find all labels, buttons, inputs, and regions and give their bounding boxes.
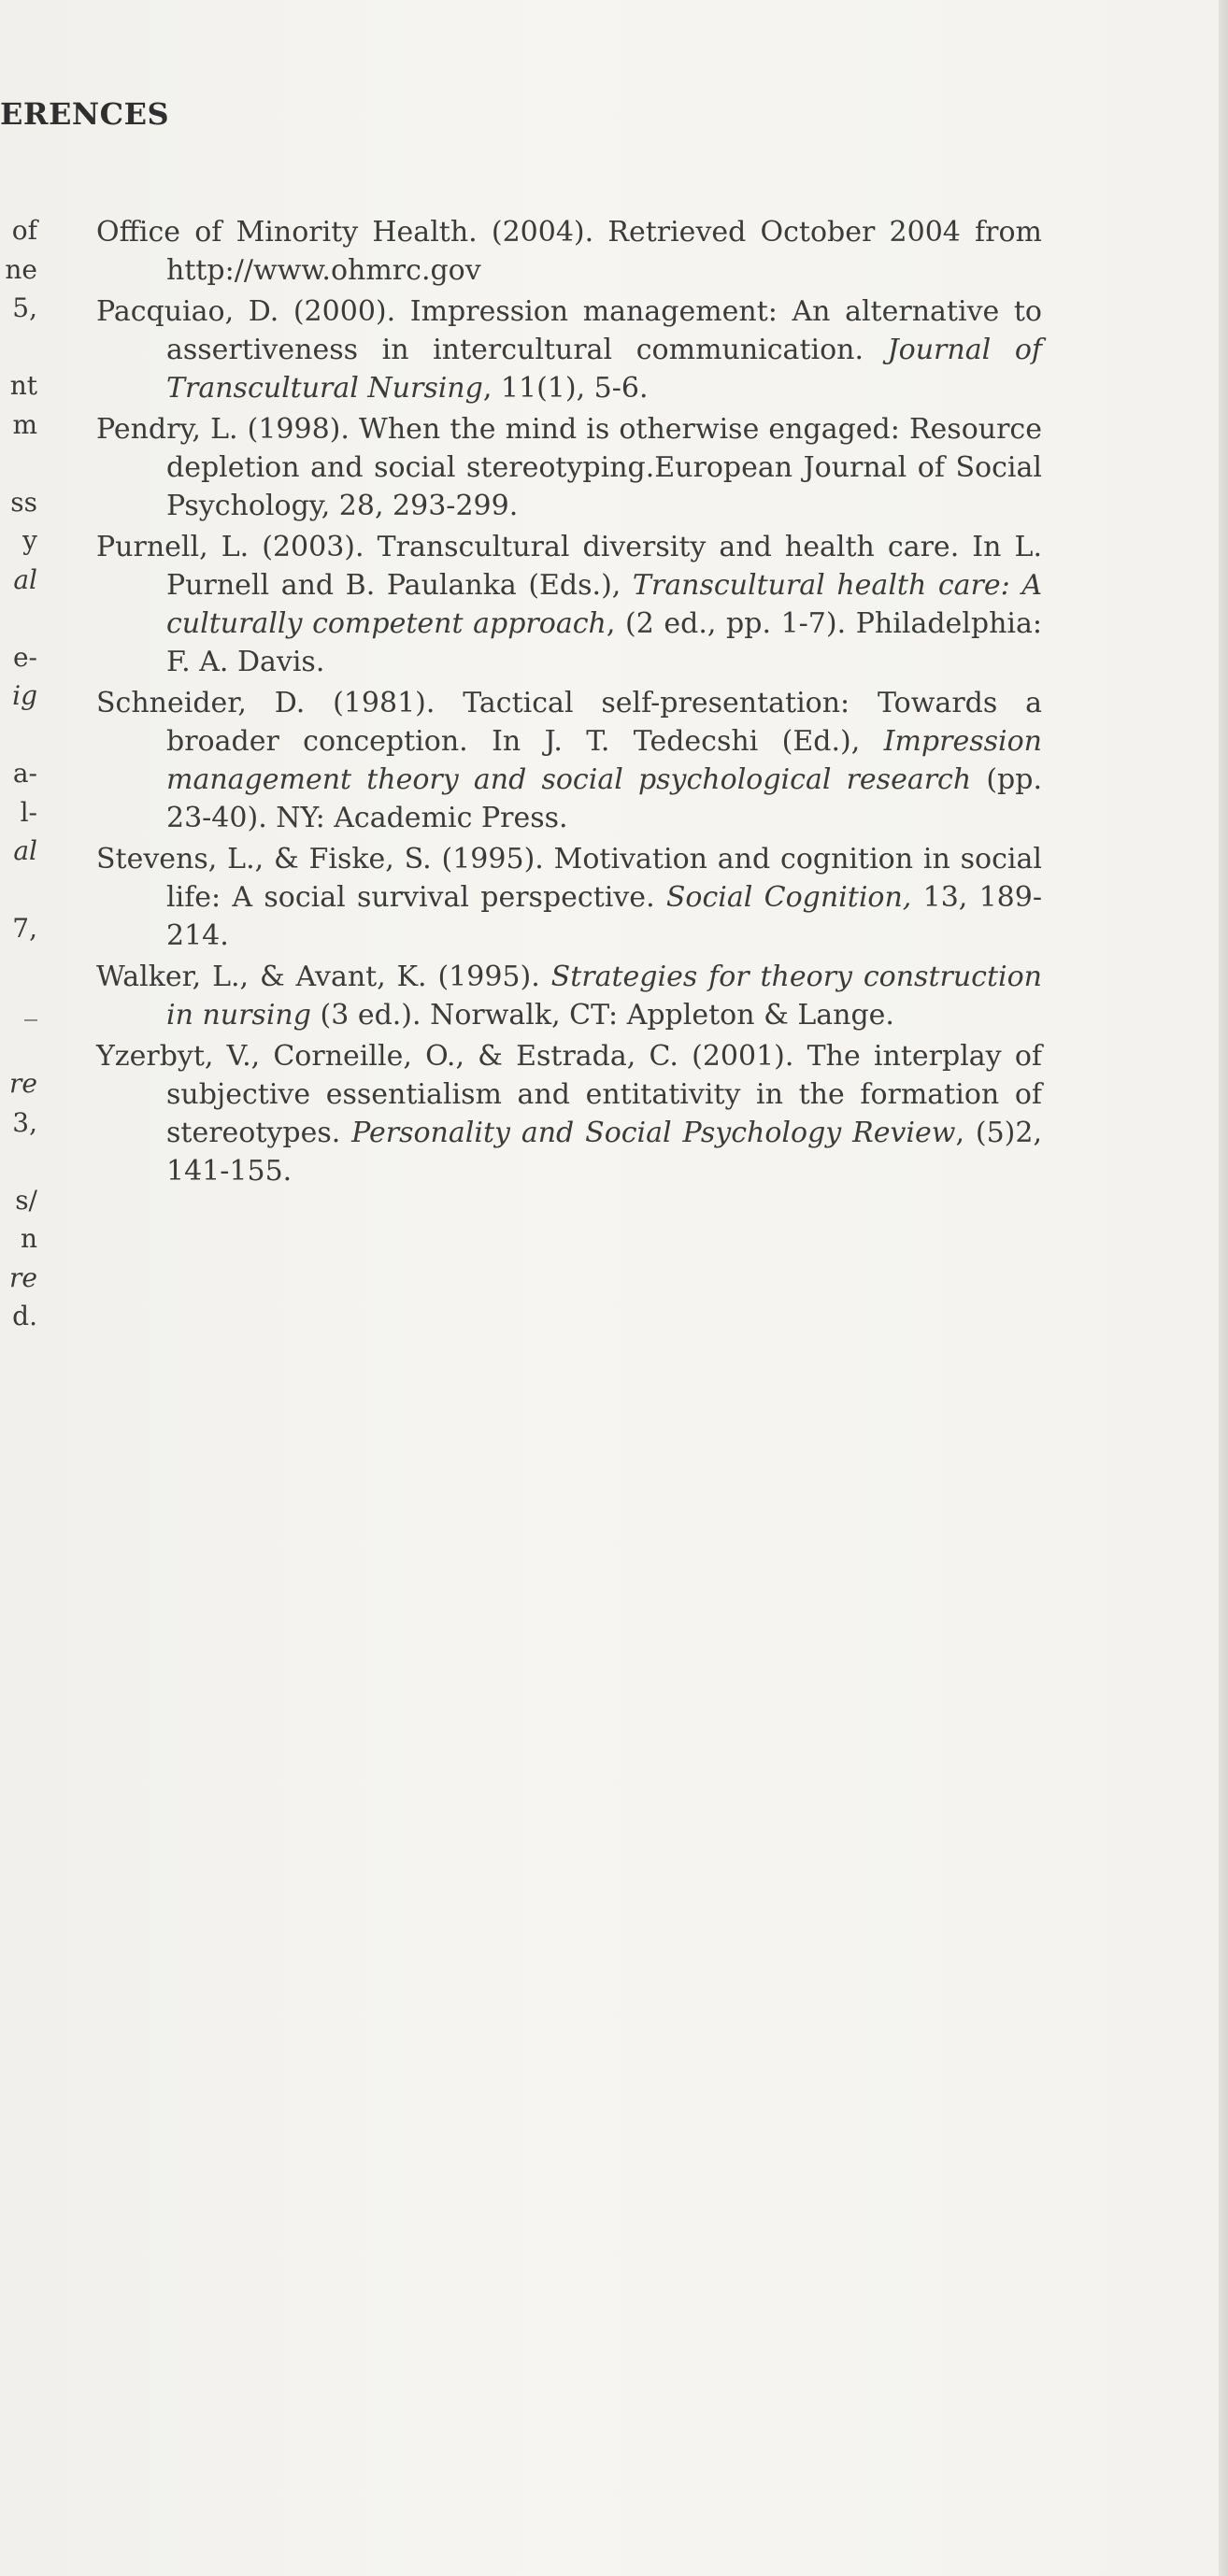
reference-text: Pacquiao, D. (2000). Impression management: An alternative to assertiveness in intercultural communication. [96,295,1042,366]
reference-entry [96,528,1042,681]
reference-italic-text: Impression management theory and social psychological research [166,725,1042,796]
left-column-fragment: al [13,564,37,595]
left-column-fragments [0,213,37,1615]
left-column-fragment: of [11,215,37,246]
reference-text: Walker, L., & Avant, K. (1995). [96,961,551,993]
reference-entry [96,410,1042,525]
reference-entry [96,684,1042,837]
reference-text: , (2 ed., pp. 1-7). Philadelphia: F. A. Davis. [166,607,1042,678]
page-edge [1219,0,1228,2576]
reference-text: , 11(1), 5-6. [482,372,649,405]
left-column-fragment: 7, [12,913,37,944]
left-column-fragment: e- [12,642,37,673]
reference-text: (pp. 23-40). NY: Academic Press. [166,763,1042,834]
reference-text: (3 ed.). Norwalk, CT: Appleton & Lange. [310,999,894,1032]
reference-text: , (5)2, 141-155. [166,1117,1042,1188]
reference-list [96,213,1042,1193]
left-column-fragment: n [20,1223,37,1254]
reference-italic-text: Social Cognition, [665,881,912,914]
left-column-fragment: a- [12,758,37,789]
reference-italic-text: Personality and Social Psychology Review [351,1117,956,1149]
reference-entry [96,1037,1042,1190]
left-column-fragment: ne [5,254,37,285]
reference-entry [96,840,1042,955]
left-column-fragment: 5, [12,292,37,323]
left-column-fragment: y [22,525,37,556]
reference-entry [96,292,1042,407]
left-column-fragment: _ [24,990,37,1021]
reference-entry [96,958,1042,1034]
reference-entry [96,213,1042,290]
left-column-fragment: nt [9,370,37,401]
left-column-fragment: l- [20,797,37,828]
reference-text: Office of Minority Health. (2004). Retrieved October 2004 from http://www.ohmrc.gov [96,216,1042,287]
reference-text: Yzerbyt, V., Corneille, O., & Estrada, C. (2001). The interplay of subjective essentialism and entitativity in the formation of stereotypes. [96,1040,1042,1149]
left-column-fragment: re [9,1262,37,1293]
left-column-fragment: s/ [15,1185,37,1216]
reference-italic-text: Transcultural health care: A culturally competent approach [166,569,1042,640]
reference-text: Purnell, L. (2003). Transcultural diversity and health care. In L. Purnell and B. Paulanka (Eds.), [96,531,1042,602]
left-column-fragment: m [12,409,37,440]
reference-text: 13, 189-214. [166,881,1042,952]
reference-italic-text: Strategies for theory construction in nursing [166,961,1042,1032]
reference-text: Schneider, D. (1981). Tactical self-presentation: Towards a broader conception. In J. T. Tedecshi (Ed.), [96,687,1042,758]
left-column-fragment: al [13,835,37,866]
left-column-fragment: re [9,1068,37,1099]
left-column-fragment: ig [12,680,37,711]
left-column-fragment: 3, [12,1107,37,1138]
left-column-fragment: ss [10,487,37,518]
reference-italic-text: Journal of Transcultural Nursing [166,334,1042,405]
reference-text: Pendry, L. (1998). When the mind is otherwise engaged: Resource depletion and social stereotyping.European Journal of Social Psychology, 28, 293-299. [96,413,1042,522]
section-heading: ERENCES [0,96,170,132]
reference-text: Stevens, L., & Fiske, S. (1995). Motivation and cognition in social life: A social survival perspective. [96,843,1042,914]
left-column-fragment: d. [12,1301,37,1331]
